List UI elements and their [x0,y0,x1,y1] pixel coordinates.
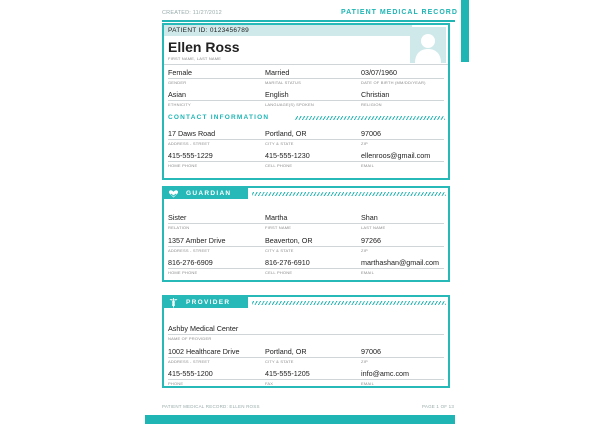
provider-name-label: NAME OF PROVIDER [168,336,212,341]
provider-heading: PROVIDER [186,299,231,306]
footer-page-number: PAGE 1 OF 13 [422,404,455,409]
language-label: LANGUAGE(S) SPOKEN [265,102,314,107]
provider-card [162,295,450,388]
side-accent-bar [461,0,469,62]
provider-city-state-value: Portland, OR [265,347,307,356]
email-label: EMAIL [361,163,375,168]
provider-address-value: 1002 Healthcare Drive [168,347,240,356]
guardian-first-name-value: Martha [265,213,288,222]
home-phone-value: 415-555-1229 [168,151,213,160]
divider [168,100,444,101]
gender-label: GENDER [168,80,187,85]
document-title: PATIENT MEDICAL RECORD [341,9,458,16]
provider-city-state-label: CITY & STATE [265,359,294,364]
provider-zip-value: 97006 [361,347,381,356]
patient-id-label: PATIENT ID: [168,27,208,34]
patient-name-caption: FIRST NAME, LAST NAME [168,56,222,61]
guardian-last-name-value: Shan [361,213,378,222]
divider [168,161,444,162]
caduceus-icon [168,297,179,308]
provider-email-label: EMAIL [361,381,375,386]
religion-value: Christian [361,90,390,99]
guardian-hatch [252,192,446,196]
guardian-address-label: ADDRESS - STREET [168,248,210,253]
divider [168,268,444,269]
guardian-home-phone-value: 816-276-6909 [168,258,213,267]
dob-label: DATE OF BIRTH (MM/DD/YEAR) [361,80,426,85]
provider-address-label: ADDRESS - STREET [168,359,210,364]
divider [168,379,444,380]
patient-card [162,23,450,180]
divider [168,357,444,358]
guardian-relation-label: RELATION [168,225,190,230]
header-rule [162,20,455,22]
guardian-card [162,186,450,282]
cell-phone-value: 415-555-1230 [265,151,310,160]
religion-label: RELIGION [361,102,382,107]
provider-zip-label: ZIP [361,359,368,364]
divider [168,139,444,140]
marital-status-value: Married [265,68,290,77]
provider-name-value: Ashby Medical Center [168,324,239,333]
guardian-home-phone-label: HOME PHONE [168,270,198,275]
guardian-cell-phone-label: CELL PHONE [265,270,293,275]
guardian-heading: GUARDIAN [186,190,232,197]
address-street-label: ADDRESS - STREET [168,141,210,146]
heart-hands-icon [168,188,179,199]
zip-value: 97006 [361,129,381,138]
divider [168,246,444,247]
guardian-cell-phone-value: 816-276-6910 [265,258,310,267]
guardian-first-name-label: FIRST NAME [265,225,292,230]
guardian-address-value: 1357 Amber Drive [168,236,226,245]
patient-name: Ellen Ross [168,39,240,55]
patient-id-value: 0123456789 [209,27,250,34]
guardian-email-label: EMAIL [361,270,375,275]
provider-email-value: info@amc.com [361,369,410,378]
provider-phone-label: PHONE [168,381,184,386]
footer-bar [145,415,455,424]
patient-photo[interactable] [410,27,446,63]
guardian-city-state-label: CITY & STATE [265,248,294,253]
divider [164,64,448,65]
provider-fax-label: FAX [265,381,274,386]
guardian-email-value: marthashan@gmail.com [361,258,440,267]
contact-hatch [295,116,445,120]
guardian-zip-value: 97266 [361,236,381,245]
divider [168,223,444,224]
user-silhouette-icon [410,27,446,63]
divider [168,78,444,79]
guardian-zip-label: ZIP [361,248,368,253]
ethnicity-label: ETHNICITY [168,102,191,107]
contact-heading: CONTACT INFORMATION [168,114,270,121]
provider-phone-value: 415-555-1200 [168,369,213,378]
language-value: English [265,90,289,99]
dob-value: 03/07/1960 [361,68,397,77]
marital-status-label: MARITAL STATUS [265,80,301,85]
city-state-value: Portland, OR [265,129,307,138]
city-state-label: CITY & STATE [265,141,294,146]
guardian-last-name-label: LAST NAME [361,225,386,230]
guardian-city-state-value: Beaverton, OR [265,236,313,245]
ethnicity-value: Asian [168,90,186,99]
email-value: ellenroos@gmail.com [361,151,431,160]
footer-record-name: PATIENT MEDICAL RECORD: ELLEN ROSS [162,404,260,409]
created-date: CREATED: 11/27/2012 [162,10,222,16]
divider [168,334,444,335]
gender-value: Female [168,68,192,77]
guardian-relation-value: Sister [168,213,187,222]
patient-id [168,27,249,34]
provider-hatch [252,301,446,305]
cell-phone-label: CELL PHONE [265,163,293,168]
zip-label: ZIP [361,141,368,146]
address-street-value: 17 Daws Road [168,129,216,138]
provider-fax-value: 415-555-1205 [265,369,310,378]
home-phone-label: HOME PHONE [168,163,198,168]
